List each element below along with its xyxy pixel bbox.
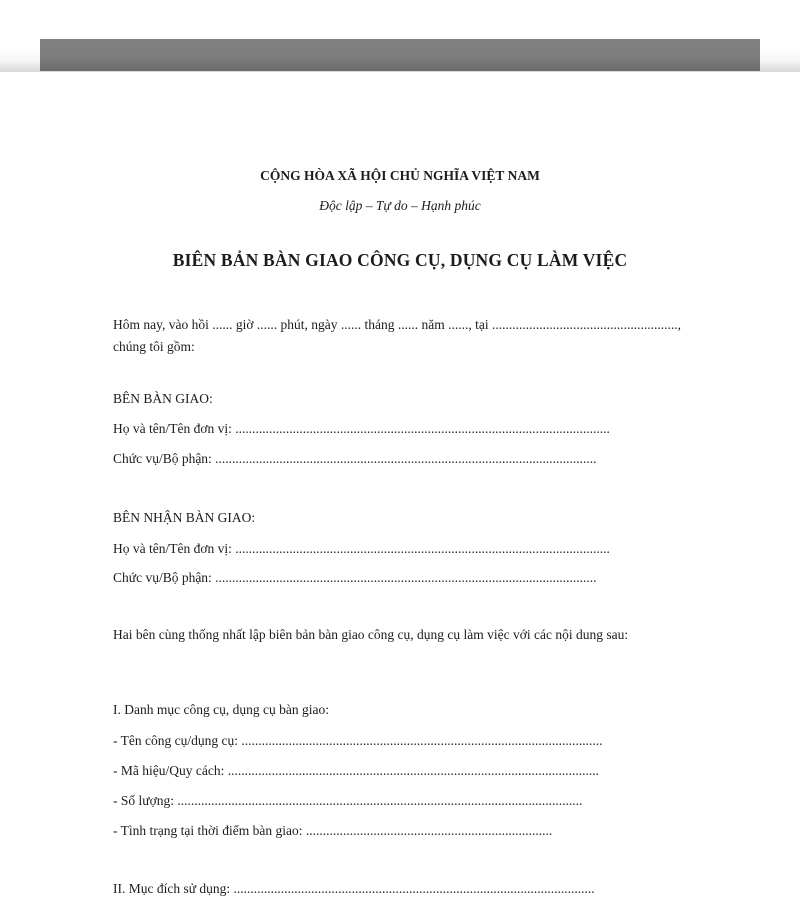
- giver-name-line: Họ và tên/Tên đơn vị: ...............................................................................................................: [113, 421, 610, 436]
- receiver-position-line: Chức vụ/Bộ phận: .................................................................................................................: [113, 570, 597, 585]
- motto-line: Độc lập – Tự do – Hạnh phúc: [319, 198, 481, 213]
- receiver-name-line: Họ và tên/Tên đơn vị: ...............................................................................................................: [113, 541, 610, 556]
- item-code-line: - Mã hiệu/Quy cách: ..............................................................................................................: [113, 763, 599, 778]
- item-condition-line: - Tình trạng tại thời điểm bàn giao: .........................................................................: [113, 823, 553, 838]
- receiver-heading: BÊN NHẬN BÀN GIAO:: [113, 510, 256, 525]
- intro-line-2: chúng tôi gồm:: [113, 339, 195, 354]
- item-name-line: - Tên công cụ/dụng cụ: ...........................................................................................................: [113, 733, 603, 748]
- document-title: BIÊN BẢN BÀN GIAO CÔNG CỤ, DỤNG CỤ LÀM VIỆC: [172, 250, 628, 270]
- intro-line-1: Hôm nay, vào hồi ...... giờ ...... phút, ngày ...... tháng ...... năm ......, tại .......................................................,: [113, 317, 681, 332]
- giver-heading: BÊN BÀN GIAO:: [113, 391, 213, 406]
- agreement-line: Hai bên cùng thống nhất lập biên bản bàn giao công cụ, dụng cụ làm việc với các nội dung sau:: [113, 627, 629, 642]
- national-header: CỘNG HÒA XÃ HỘI CHỦ NGHĨA VIỆT NAM: [260, 168, 540, 183]
- section-1-heading: I. Danh mục công cụ, dụng cụ bàn giao:: [113, 702, 329, 717]
- giver-position-line: Chức vụ/Bộ phận: .................................................................................................................: [113, 451, 597, 466]
- section-2-heading: II. Mục đích sử dụng: ...........................................................................................................: [113, 881, 595, 896]
- item-quantity-line: - Số lượng: ........................................................................................................................: [113, 793, 583, 808]
